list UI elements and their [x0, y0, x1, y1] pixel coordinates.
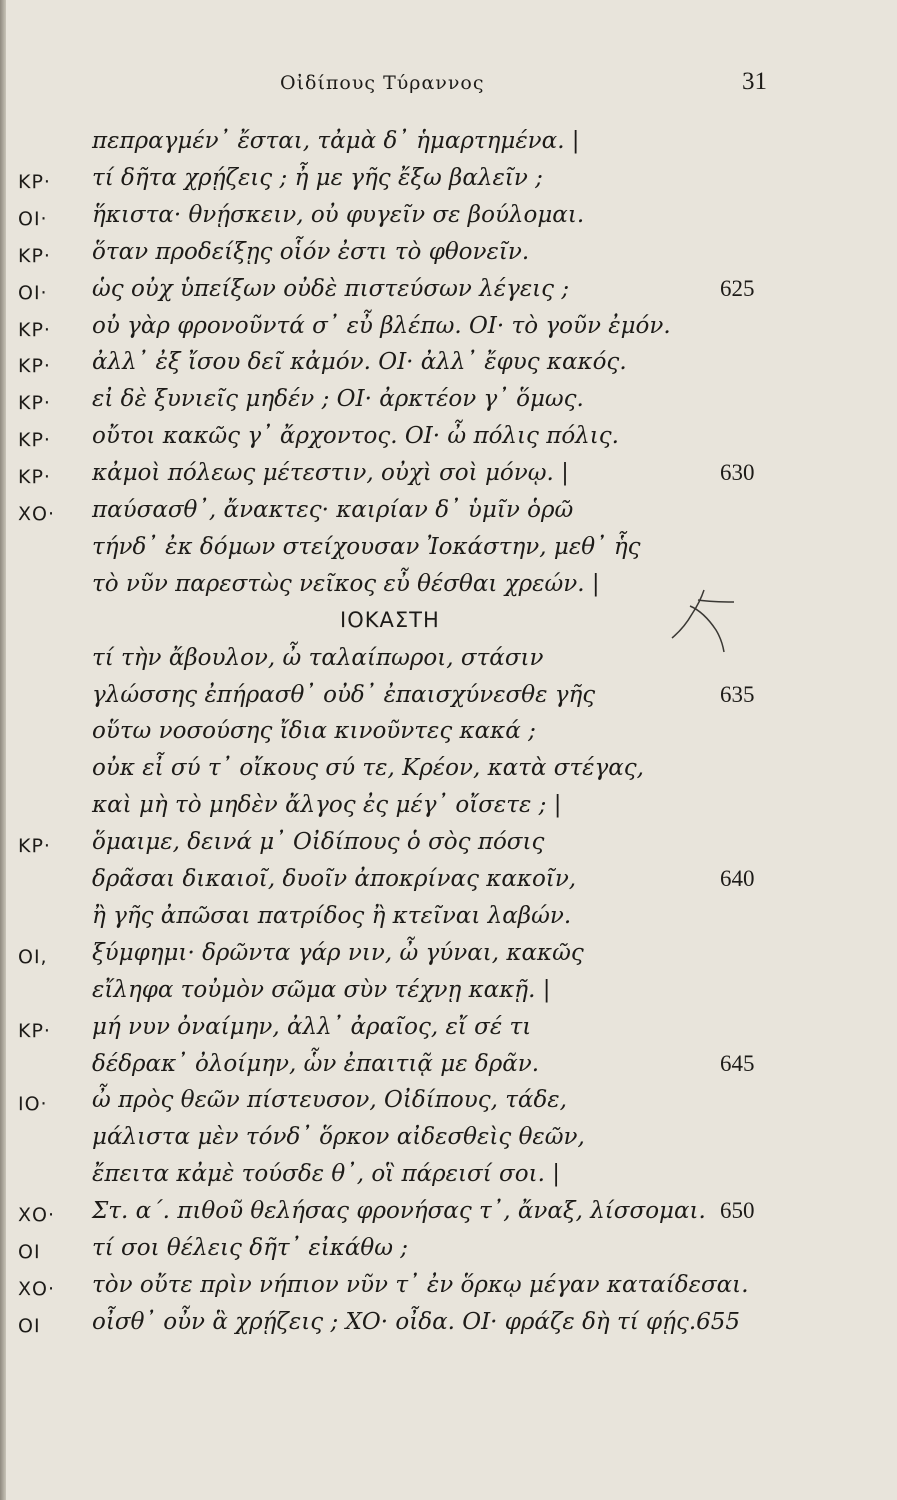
verse-line: [0, 313, 897, 351]
verse-text-line: οὕτω νοσούσης ἴδια κινοῦντες κακά ;: [92, 718, 536, 745]
speaker-label: ΟΙ·: [18, 207, 48, 230]
verse-text-line: ὅμαιμε, δεινά μ᾽ Οἰδίπους ὁ σὸς πόσις: [92, 829, 545, 856]
verse-text-line: ὅταν προδείξῃς οἷόν ἐστι τὸ φθονεῖν.: [92, 238, 530, 265]
verse-line: [0, 571, 897, 609]
speaker-label: ΚΡ·: [18, 170, 51, 193]
verse-line: [0, 1235, 897, 1273]
verse-text-line: γλώσσης ἐπήρασθ᾽ οὐδ᾽ ἐπαισχύνεσθε γῆς: [92, 681, 596, 708]
verse-text-line: οὔτοι κακῶς γ᾽ ἄρχοντος. ΟΙ· ὦ πόλις πόλις.: [92, 423, 619, 450]
verse-text-line: ξύμφημι· δρῶντα γάρ νιν, ὦ γύναι, κακῶς: [92, 939, 584, 966]
speaker-label: ΚΡ·: [18, 318, 51, 341]
verse-text-line: οὐκ εἶ σύ τ᾽ οἴκους σύ τε, Κρέον, κατὰ στέγας,: [92, 755, 644, 782]
verse-line: [0, 792, 897, 830]
verse-text-line: τί σοι θέλεις δῆτ᾽ εἰκάθω ;: [92, 1235, 409, 1261]
verse-line: [0, 682, 897, 720]
speaker-label: ΚΡ·: [18, 392, 51, 415]
speaker-label: ΧΟ·: [18, 1204, 56, 1227]
verse-text-line: τὸ νῦν παρεστὼς νεῖκος εὖ θέσθαι χρεών. |: [92, 570, 600, 597]
verse-line: [0, 1014, 897, 1052]
verse-text-line: τὸν οὔτε πρὶν νήπιον νῦν τ᾽ ἐν ὅρκῳ μέγαν καταίδεσαι.: [92, 1271, 749, 1298]
verse-text-line: τήνδ᾽ ἐκ δόμων στείχουσαν Ἰοκάστην, μεθ᾽ ἧς: [92, 533, 641, 560]
speaker-label: ΧΟ·: [18, 1277, 56, 1300]
verse-text-line: τί δῆτα χρῄζεις ; ἦ με γῆς ἔξω βαλεῖν ;: [92, 164, 543, 191]
verse-text-line: εἰ δὲ ξυνιεῖς μηδέν ; ΟΙ· ἀρκτέον γ᾽ ὅμως.: [92, 386, 584, 413]
verse-line: [0, 202, 897, 240]
verse-text-line: τί τὴν ἄβουλον, ὦ ταλαίπωροι, στάσιν: [92, 644, 544, 671]
verse-line: [0, 534, 897, 572]
verse-text-line: Στ. α΄. πιθοῦ θελήσας φρονήσας τ᾽, ἄναξ, λίσσομαι.: [92, 1198, 706, 1225]
speaker-label: ΟΙ: [18, 1314, 41, 1337]
verse-text-line: κἀμοὶ πόλεως μέτεστιν, οὐχὶ σοὶ μόνῳ. |: [92, 460, 569, 487]
verse-line: [0, 1272, 897, 1310]
speaker-label: ΚΡ·: [18, 429, 51, 452]
verse-line: [0, 829, 897, 867]
line-number: 645: [720, 1050, 755, 1076]
verse-text-line: ἀλλ᾽ ἐξ ἴσου δεῖ κἀμόν. ΟΙ· ἀλλ᾽ ἔφυς κακός.: [92, 349, 627, 376]
verse-text-line: εἴληφα τοὐμὸν σῶμα σὺν τέχνῃ κακῇ. |: [92, 976, 551, 1003]
verse-line: [0, 608, 897, 646]
verse-text-line: δρᾶσαι δικαιοῖ, δυοῖν ἀποκρίνας κακοῖν,: [92, 866, 577, 892]
verse-line: [0, 423, 897, 461]
page-number: 31: [742, 68, 767, 95]
verse-line: [0, 903, 897, 941]
speaker-label: ΚΡ·: [18, 355, 51, 378]
verse-text-line: ἔπειτα κἀμὲ τούσδε θ᾽, οἳ πάρεισί σοι. |: [92, 1161, 560, 1188]
verse-text-line: ὦ πρὸς θεῶν πίστευσον, Οἰδίπους, τάδε,: [92, 1087, 567, 1114]
verse-line: [0, 349, 897, 387]
verse-text-line: μή νυν ὀναίμην, ἀλλ᾽ ἀραῖος, εἴ σέ τι: [92, 1013, 532, 1040]
speaker-label: ΚΡ·: [18, 466, 51, 489]
verse-text-line: ὡς οὐχ ὑπείξων οὐδὲ πιστεύσων λέγεις ;: [92, 275, 570, 302]
speaker-label: ΧΟ·: [18, 503, 56, 525]
handwritten-mark: [664, 582, 744, 662]
verse-line: [0, 276, 897, 314]
verse-line: [0, 386, 897, 424]
verse-text-line: ἥκιστα· θνῄσκειν, οὐ φυγεῖν σε βούλομαι.: [92, 201, 585, 228]
verse-line: [0, 165, 897, 203]
verse-line: [0, 1087, 897, 1125]
verse-line: [0, 940, 897, 978]
verse-text-line: οὐ γὰρ φρονοῦντά σ᾽ εὖ βλέπω. ΟΙ· τὸ γοῦν ἐμόν.: [92, 312, 671, 339]
verse-line: [0, 1161, 897, 1199]
speaker-label: ΟΙ: [18, 1241, 41, 1263]
line-number: 630: [720, 460, 755, 486]
speaker-label: ΟΙ·: [18, 281, 48, 304]
speaker-heading: ΙΟΚΑΣΤΗ: [340, 607, 440, 632]
verse-line: [0, 1198, 897, 1236]
speaker-label: ΚΡ·: [18, 835, 51, 858]
verse-line: [0, 128, 897, 166]
verse-line: [0, 460, 897, 498]
speaker-label: ΙΟ·: [18, 1093, 48, 1116]
speaker-label: ΟΙ,: [18, 945, 48, 968]
page-header: [0, 68, 897, 102]
verse-line: [0, 977, 897, 1015]
verse-line: [0, 497, 897, 535]
verse-line: [0, 1051, 897, 1089]
speaker-label: ΚΡ·: [18, 1019, 51, 1042]
verse-line: [0, 1124, 897, 1162]
line-number: 650: [720, 1198, 755, 1224]
line-number: 635: [720, 681, 755, 707]
verse-text-line: πεπραγμέν᾽ ἔσται, τἀμὰ δ᾽ ἡμαρτημένα. |: [92, 128, 580, 154]
line-number: 640: [720, 866, 755, 891]
line-number: 625: [720, 275, 755, 301]
verse-line: [0, 718, 897, 756]
verse-line: [0, 239, 897, 277]
verse-line: [0, 1309, 897, 1347]
verse-text-line: ἢ γῆς ἀπῶσαι πατρίδος ἢ κτεῖναι λαβών.: [92, 902, 572, 929]
verse-line: [0, 866, 897, 904]
verse-text-line: μάλιστα μὲν τόνδ᾽ ὅρκον αἰδεσθεὶς θεῶν,: [92, 1124, 585, 1151]
verse-text-line: δέδρακ᾽ ὀλοίμην, ὧν ἐπαιτιᾷ με δρᾶν.: [92, 1050, 540, 1077]
verse-line: [0, 645, 897, 683]
running-title: Οἰδίπους Τύραννος: [280, 72, 485, 94]
speaker-label: ΚΡ·: [18, 244, 51, 267]
verse-text-line: καὶ μὴ τὸ μηδὲν ἄλγος ἐς μέγ᾽ οἴσετε ; |: [92, 792, 562, 819]
verse-text-line: οἶσθ᾽ οὖν ἃ χρῄζεις ; ΧΟ· οἶδα. ΟΙ· φράζε δὴ τί φῄς.655: [92, 1308, 741, 1335]
verse-line: [0, 755, 897, 793]
verse-text-line: παύσασθ᾽, ἄνακτες· καιρίαν δ᾽ ὑμῖν ὁρῶ: [92, 497, 574, 523]
